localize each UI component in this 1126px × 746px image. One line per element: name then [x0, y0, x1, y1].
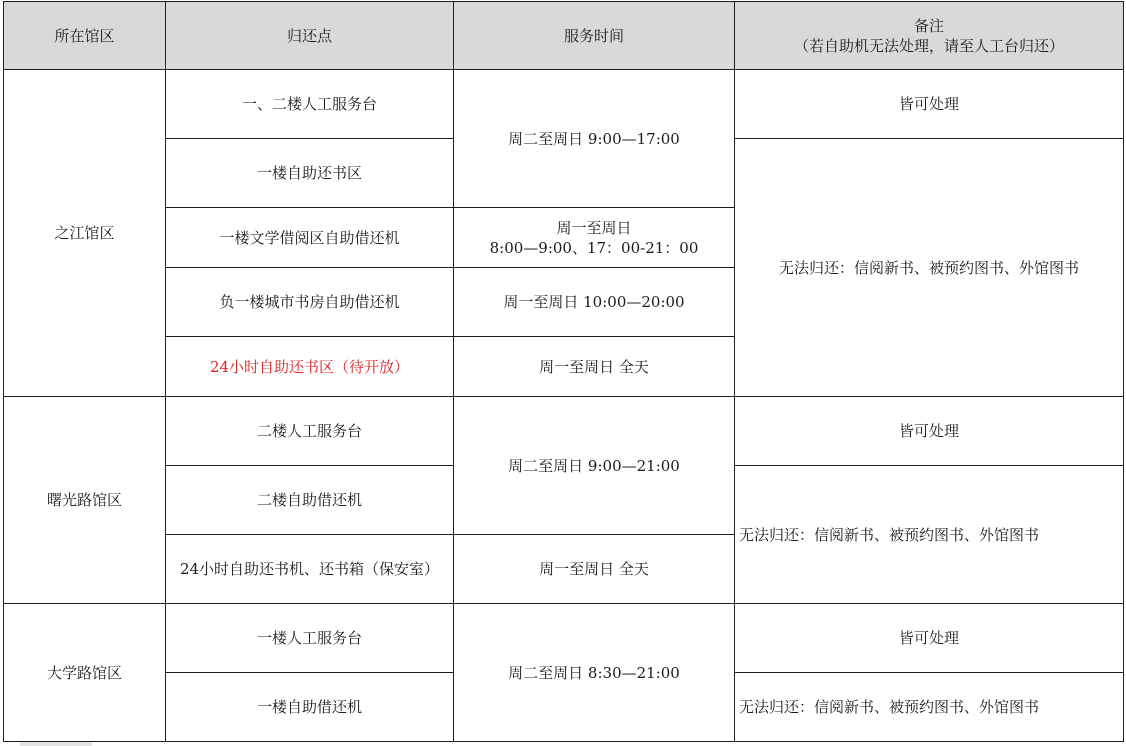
note: 皆可处理 [735, 604, 1124, 673]
header-row [4, 2, 1124, 70]
table-row [4, 70, 1124, 139]
header-branch: 所在馆区 [4, 2, 166, 70]
service-time: 周二至周日 9:00—17:00 [454, 70, 735, 208]
return-point: 一楼人工服务台 [166, 604, 454, 673]
note: 无法归还：信阅新书、被预约图书、外馆图书 [735, 139, 1124, 397]
service-time: 周二至周日 9:00—21:00 [454, 397, 735, 535]
header-service-time: 服务时间 [454, 2, 735, 70]
return-point: 一楼文学借阅区自助借还机 [166, 208, 454, 268]
return-points-table [3, 1, 1124, 742]
service-time-hours: 8:00—9:00、17：00-21：00 [489, 238, 699, 257]
sheet-tab-edge [20, 742, 92, 746]
return-point: 二楼自助借还机 [166, 466, 454, 535]
header-notes-title: 备注 [913, 16, 944, 35]
note: 皆可处理 [735, 70, 1124, 139]
branch-shuguang: 曙光路馆区 [4, 397, 166, 604]
return-point: 二楼人工服务台 [166, 397, 454, 466]
return-point: 一楼自助还书区 [166, 139, 454, 208]
return-point: 24小时自助还书机、还书箱（保安室） [166, 535, 454, 604]
header-notes-subtitle: （若自助机无法处理，请至人工台归还） [793, 36, 1064, 55]
table-row [4, 397, 1124, 466]
header-return-point: 归还点 [166, 2, 454, 70]
service-time: 周二至周日 8:30—21:00 [454, 604, 735, 742]
branch-zhijiang: 之江馆区 [4, 70, 166, 397]
service-time: 周一至周日 全天 [454, 535, 735, 604]
branch-daxue: 大学路馆区 [4, 604, 166, 742]
return-point-pending: 24小时自助还书区（待开放） [166, 337, 454, 397]
service-time: 周一至周日 全天 [454, 337, 735, 397]
service-time-days: 周一至周日 [556, 218, 632, 237]
note: 皆可处理 [735, 397, 1124, 466]
return-point: 一楼自助借还机 [166, 673, 454, 742]
table-row [4, 604, 1124, 673]
return-point: 负一楼城市书房自助借还机 [166, 268, 454, 337]
note: 无法归还：信阅新书、被预约图书、外馆图书 [735, 466, 1124, 604]
return-point: 一、二楼人工服务台 [166, 70, 454, 139]
service-time: 周一至周日 10:00—20:00 [454, 268, 735, 337]
header-notes [735, 2, 1124, 70]
service-time [454, 208, 735, 268]
note: 无法归还：信阅新书、被预约图书、外馆图书 [735, 673, 1124, 742]
